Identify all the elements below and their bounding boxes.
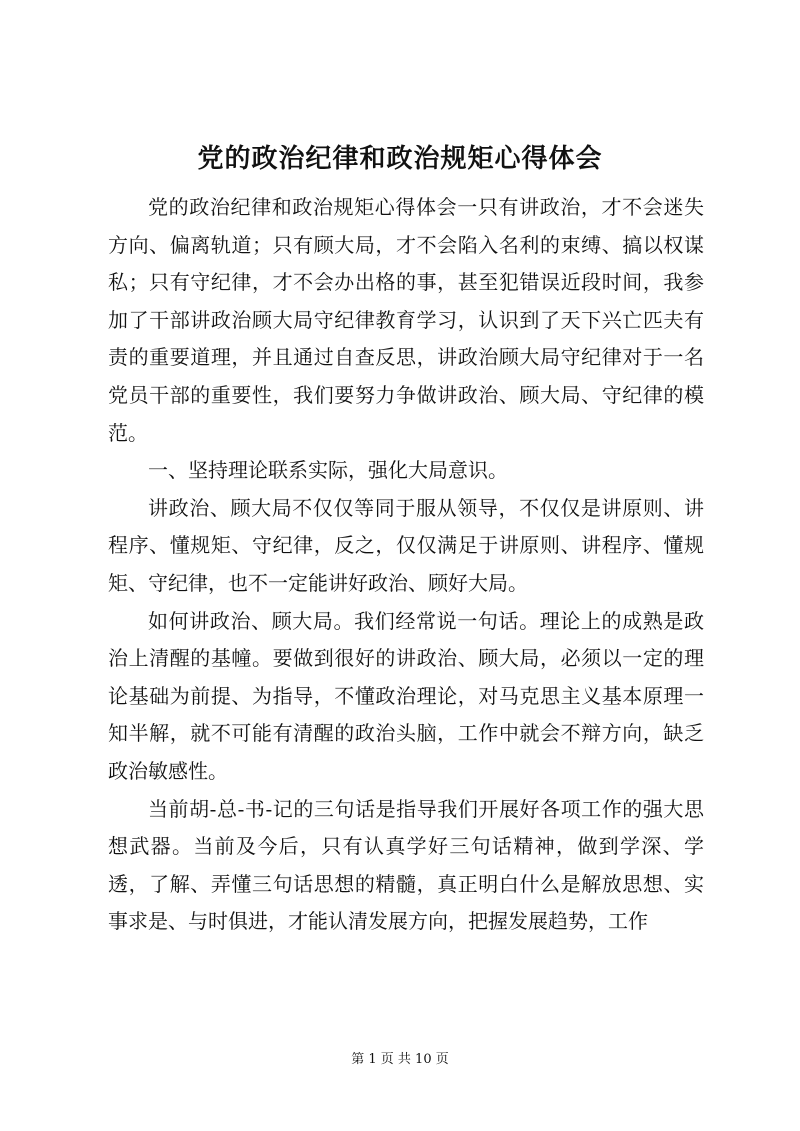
section-heading-1: 一、坚持理论联系实际，强化大局意识。 [148, 458, 508, 483]
page-footer: 第 1 页 共 10 页 [351, 1052, 449, 1067]
paragraph-how-to: 如何讲政治、顾大局。我们经常说一句话。理论上的成熟是政治上清醒的基幢。要做到很好的讲政治、顾大局，必须以一定的理论基础为前提、为指导，不懂政治理论，对马克思主义基本原理一知半解，就不可能有清醒的政治头脑，工作中就会不辩方向，缺乏政治敏感性。 [108, 608, 704, 783]
document-body [108, 189, 704, 941]
paragraph-politics-overview: 讲政治、顾大局不仅仅等同于服从领导，不仅仅是讲原则、讲程序、懂规矩、守纪律，反之，仅仅满足于讲原则、讲程序、懂规矩、守纪律，也不一定能讲好政治、顾好大局。 [108, 495, 704, 595]
paragraph-intro: 党的政治纪律和政治规矩心得体会一只有讲政治，才不会迷失方向、偏离轨道；只有顾大局，才不会陷入名利的束缚、搞以权谋私；只有守纪律，才不会办出格的事，甚至犯错误近段时间，我参加了干部讲政治顾大局守纪律教育学习，认识到了天下兴亡匹夫有责的重要道理，并且通过自查反思，讲政治顾大局守纪律对于一名党员干部的重要性，我们要努力争做讲政治、顾大局、守纪律的模范。 [108, 195, 704, 445]
paragraph-three-sentences: 当前胡-总-书-记的三句话是指导我们开展好各项工作的强大思想武器。当前及今后，只有认真学好三句话精神，做到学深、学透，了解、弄懂三句话思想的精髓，真正明白什么是解放思想、实事求是、与时俱进，才能认清发展方向，把握发展趋势，工作 [108, 796, 704, 934]
document-title: 党的政治纪律和政治规矩心得体会 [197, 144, 603, 174]
